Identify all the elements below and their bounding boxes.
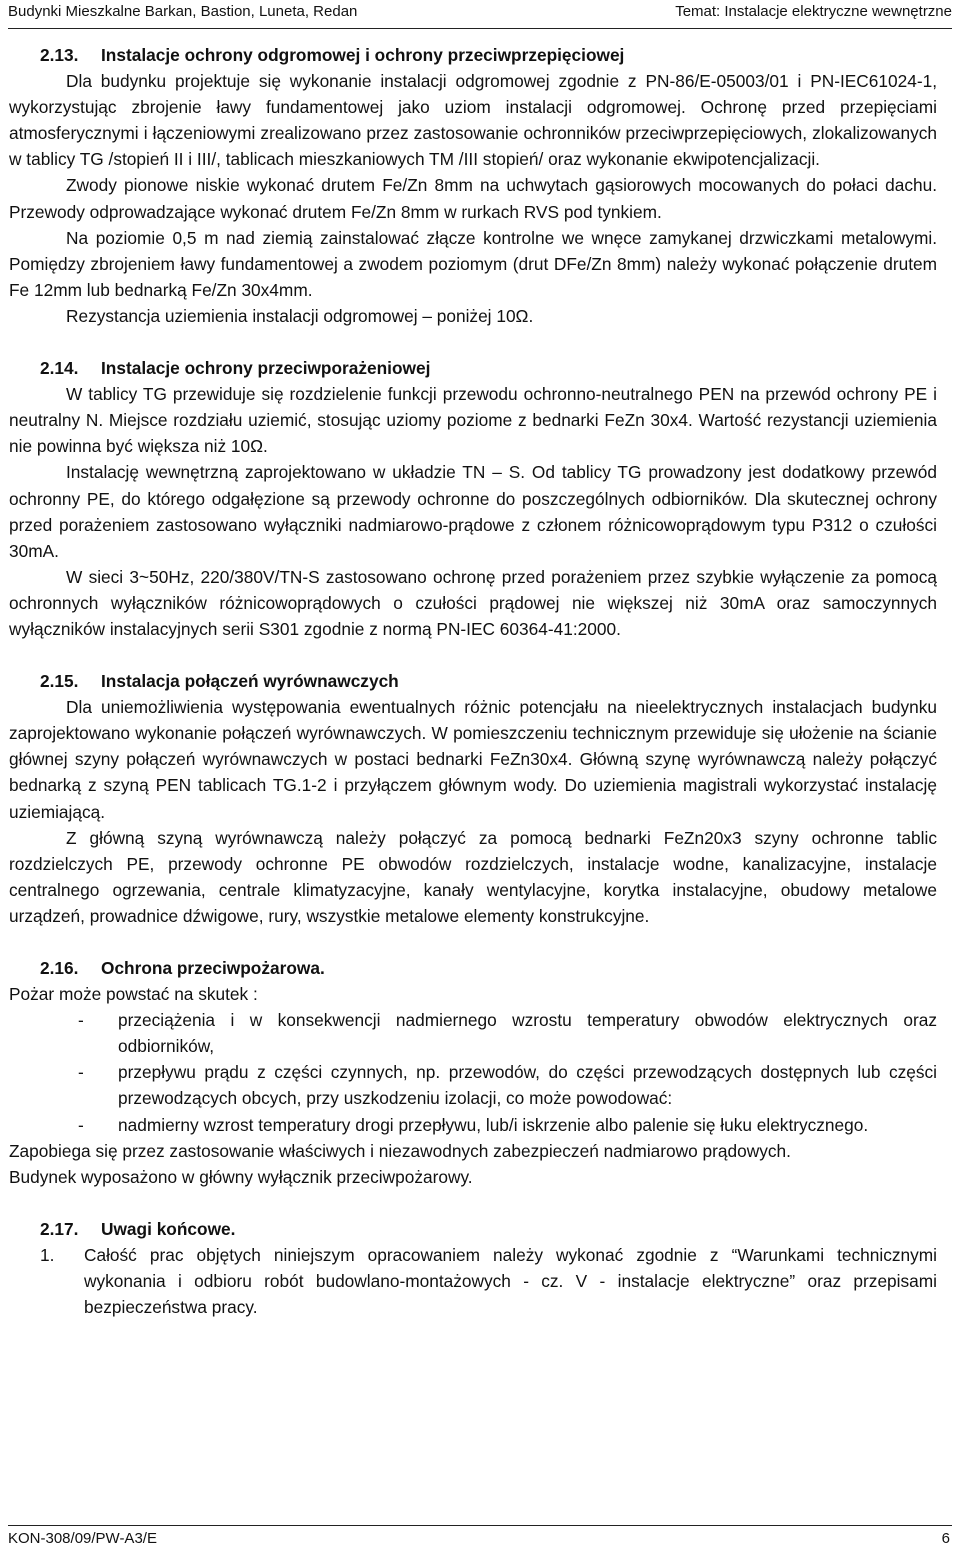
section-heading [9,42,937,68]
document-code: KON-308/09/PW-A3/E [8,1530,157,1547]
section-title: Instalacja połączeń wyrównawczych [101,671,399,692]
paragraph: Zwody pionowe niskie wykonać drutem Fe/Zn 8mm na uchwytach gąsiorowych mocowanych do połaci dachu. Przewody odprowadzające wykonać drutem Fe/Zn 8mm w rurkach RVS pod tynkiem. [9,175,937,222]
header-topic: Temat: Instalacje elektryczne wewnętrzne [675,3,952,20]
header-project-title: Budynki Mieszkalne Barkan, Bastion, Luneta, Redan [8,3,358,20]
list-item [9,1112,937,1138]
section-number: 2.15. [40,671,79,692]
paragraph: Na poziomie 0,5 m nad ziemią zainstalować złącze kontrolne we wnęce zamykanej drzwiczkami metalowymi. Pomiędzy zbrojeniem ławy fundamentowej a zwodem poziomym (drut DFe/Zn 8mm) należy wykonać połączenie drutem Fe 12mm lub bednarką Fe/Zn 30x4mm. [9,227,937,300]
list-item [9,1059,937,1111]
paragraph: Dla uniemożliwienia występowania ewentualnych różnic potencjału na nieelektrycznych instalacjach budynku zaprojektowano wykonanie połączeń wyrównawczych. W pomieszczeniu technicznym przewiduje się ułożenie na ścianie głównej szyny połączeń wyrównawczych w postaci bednarki FeZn30x4. Główną szynę wyrównawczą należy połączyć bednarką z szyną PEN tablicach TG.1-2 i przyłączem głównym wody. Do uziemienia magistrali wykorzystać instalację uziemiającą. [9,697,937,822]
page-header [8,2,952,29]
section-2-15 [9,668,937,929]
list-item-text: przepływu prądu z części czynnych, np. przewodów, do części przewodzących dostępnych lub części przewodzących obcych, przy uszkodzeniu izolacji, co może powodować: [118,1062,937,1109]
section-title: Instalacje ochrony przeciwporażeniowej [101,358,431,379]
paragraph: W sieci 3~50Hz, 220/380V/TN-S zastosowano ochronę przed porażeniem przez szybkie wyłączenie za pomocą ochronnych wyłączników różnicowoprądowych o czułości prądowej nie większej niż 30mA oraz samoczynnych wyłączników instalacyjnych serii S301 zgodnie z normą PN-IEC 60364-41:2000. [9,566,937,639]
section-number: 2.14. [40,358,79,379]
section-2-17 [9,1216,937,1320]
section-2-16 [9,955,937,1190]
list-dash: - [78,1114,84,1135]
list-dash: - [78,1010,84,1031]
list-item-text: przeciążenia i w konsekwencji nadmiernego wzrostu temperatury obwodów elektrycznych oraz odbiorników, [118,1010,937,1057]
section-title: Uwagi końcowe. [101,1218,236,1239]
list-item [9,1242,937,1320]
section-heading [9,355,937,381]
section-2-13 [9,42,937,329]
paragraph: Pożar może powstać na skutek : [9,984,258,1005]
paragraph: W tablicy TG przewiduje się rozdzielenie funkcji przewodu ochronno-neutralnego PEN na przewód ochrony PE i neutralny N. Miejsce rozdziału uziemić, stosując uziomy poziome z bednarki FeZn 30x4. Wartość rezystancji uziemienia nie powinna być większa niż 10Ω. [9,384,937,457]
paragraph: Instalację wewnętrzną zaprojektowano w układzie TN – S. Od tablicy TG prowadzony jest dodatkowy przewód ochronny PE, do którego odgałęzione są przewody ochronne do poszczególnych odbiorników. Dla skutecznej ochrony przed porażeniem zastosowano wyłączniki nadmiarowo-prądowe z członem różnicowoprądowym typu P312 o czułości 30mA. [9,462,937,561]
page-footer [8,1525,952,1547]
section-number: 2.17. [40,1218,79,1239]
section-number: 2.16. [40,958,79,978]
list-item-text: nadmierny wzrost temperatury drogi przepływu, lub/i iskrzenie albo palenie się łuku elektrycznego. [118,1114,869,1135]
document-body [9,42,937,1320]
fire-cause-list [9,1007,937,1137]
section-2-14 [9,355,937,642]
list-item-text: Całość prac objętych niniejszym opracowaniem należy wykonać zgodnie z “Warunkami technicznymi wykonania i odbioru robót budowlano-montażowych - cz. V - instalacje elektryczne” oraz przepisami bezpieczeństwa pracy. [84,1244,937,1318]
section-heading [9,1216,937,1242]
section-heading [9,668,937,694]
list-number: 1. [40,1244,55,1265]
page-number: 6 [941,1530,950,1547]
list-item [9,1007,937,1059]
paragraph: Budynek wyposażono w główny wyłącznik przeciwpożarowy. [9,1166,473,1187]
paragraph: Dla budynku projektuje się wykonanie instalacji odgromowej zgodnie z PN-86/E-05003/01 i PN-IEC61024-1, wykorzystując zbrojenie ławy fundamentowej jako uziom instalacji odgromowej. Ochronę przed przepięciami atmosferycznymi i łączeniowymi zrealizowano przez zastosowanie ochronników przeciwprzepięciowych, zlokalizowanych w tablicy TG /stopień II i III/, tablicach mieszkaniowych TM /III stopień/ oraz wykonanie ekwipotencjalizacji. [9,71,937,170]
paragraph: Rezystancja uziemienia instalacji odgromowej – poniżej 10Ω. [66,305,534,326]
paragraph: Zapobiega się przez zastosowanie właściwych i niezawodnych zabezpieczeń nadmiarowo prądowych. [9,1140,791,1161]
section-title: Instalacje ochrony odgromowej i ochrony przeciwprzepięciowej [101,45,625,65]
final-notes-list [9,1242,937,1320]
list-dash: - [78,1062,84,1083]
section-heading [9,955,937,981]
section-title: Ochrona przeciwpożarowa. [101,958,325,978]
section-number: 2.13. [40,45,79,65]
paragraph: Z główną szyną wyrównawczą należy połączyć za pomocą bednarki FeZn20x3 szyny ochronne tablic rozdzielczych PE, przewody ochronne PE obwodów rozdzielczych, instalacje wodne, kanalizacyjne, instalacje centralnego ogrzewania, centrale klimatyzacyjne, kanały wentylacyjne, korytka instalacyjne, obudowy metalowe urządzeń, prowadnice dźwigowe, rury, wszystkie metalowe elementy konstrukcyjne. [9,827,937,926]
